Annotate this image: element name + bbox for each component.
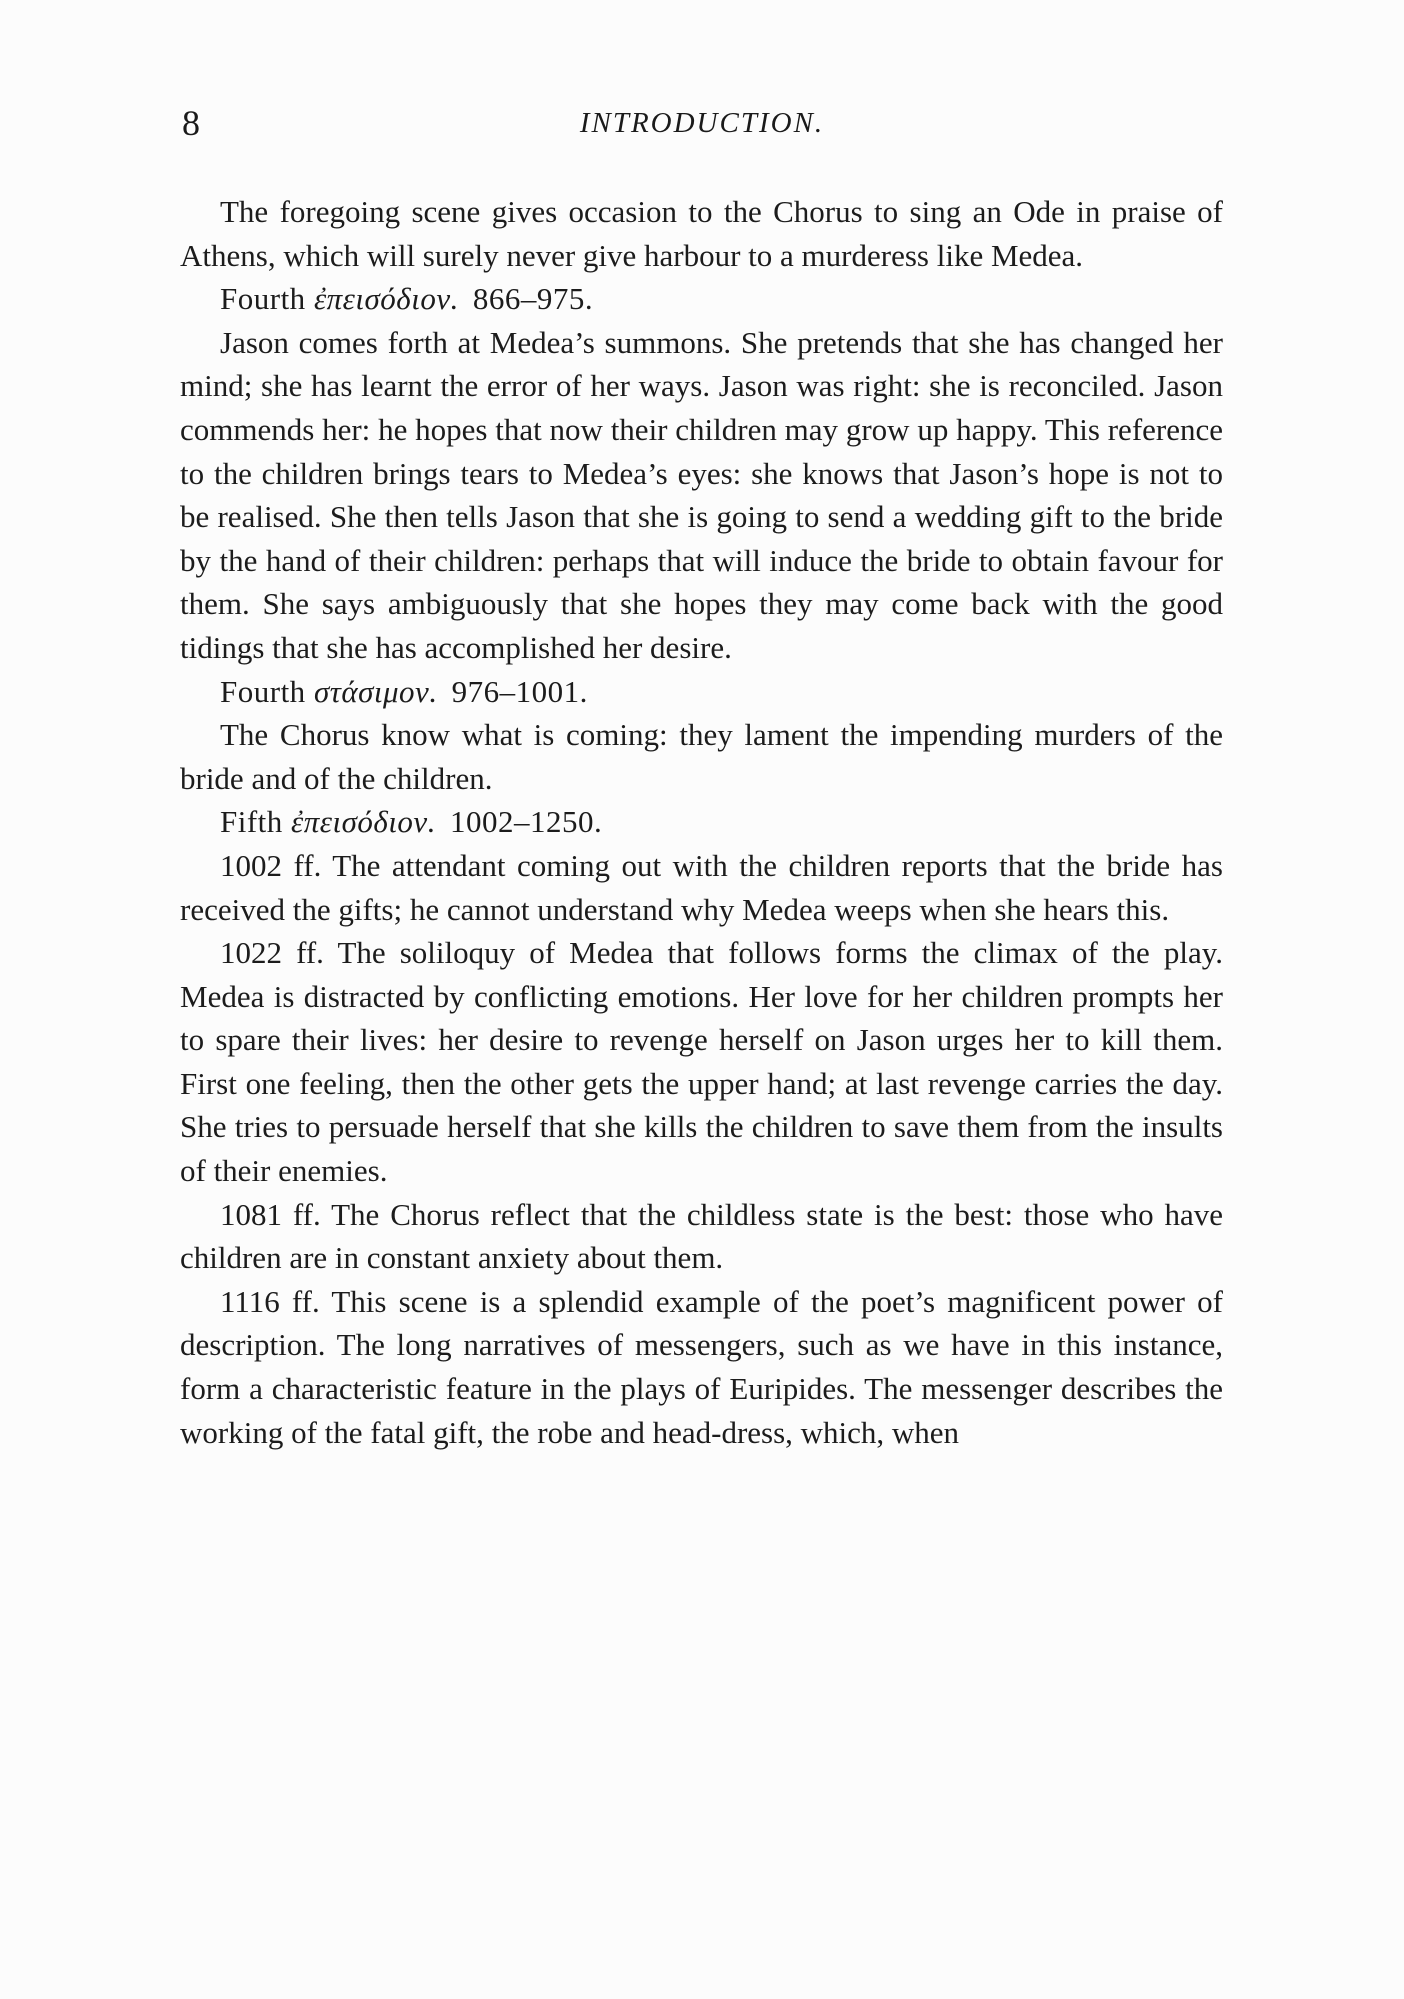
paragraph: 1081 ff. The Chorus reflect that the childless state is the best: those who have children are in constant anxiety about them. (180, 1196, 1223, 1276)
heading-greek-term: ἐπεισόδιον. (313, 281, 459, 317)
section-heading (180, 277, 1223, 321)
section-heading (180, 800, 1223, 844)
heading-label: Fourth (220, 281, 306, 317)
section-heading (180, 670, 1223, 714)
heading-line-range: 1002–1250. (449, 804, 603, 840)
running-head: INTRODUCTION. (579, 107, 825, 139)
heading-label: Fourth (220, 673, 306, 709)
paragraph: The Chorus know what is coming: they lament the impending murders of the bride and of the children. (180, 717, 1223, 796)
paragraph: The foregoing scene gives occasion to the Chorus to sing an Ode in praise of Athens, which will surely never give harbour to a murderess like Medea. (180, 194, 1223, 273)
heading-greek-term: στάσιμον. (313, 673, 438, 709)
paragraph: Jason comes forth at Medea’s summons. She pretends that she has changed her mind; she has learnt the error of her ways. Jason was right: she is reconciled. Jason commends her: he hopes that now their children may grow up happy. This reference to the children brings tears to Medea’s eyes: she knows that Jason’s hope is not to be realised. She then tells Jason that she is going to send a wedding gift to the bride by the hand of their children: perhaps that will induce the bride to obtain favour for them. She says ambiguously that she hopes they may come back with the good tidings that she has accomplished her desire. (180, 324, 1223, 665)
heading-line-range: 976–1001. (451, 673, 588, 709)
heading-line-range: 866–975. (472, 281, 594, 317)
heading-greek-term: ἐπεισόδιον. (291, 804, 436, 840)
heading-label: Fifth (220, 804, 283, 840)
paragraph: 1022 ff. The soliloquy of Medea that follows forms the climax of the play. Medea is distracted by conflicting emotions. Her love for her children prompts her to spare their lives: her desire to revenge herself on Jason urges her to kill them. First one feeling, then the other gets the upper hand; at last revenge carries the day. She tries to persuade herself that she kills the children to save them from the insults of their enemies. (180, 935, 1223, 1189)
page-number: 8 (182, 103, 200, 143)
paragraph: 1116 ff. This scene is a splendid example of the poet’s magnificent power of description. The long narratives of messengers, such as we have in this instance, form a characteristic feature in the plays of Euripides. The messenger describes the working of the fatal gift, the robe and head-dress, which, when (180, 1283, 1223, 1450)
body-text (180, 190, 1223, 1454)
paragraph: 1002 ff. The attendant coming out with the children reports that the bride has received the gifts; he cannot understand why Medea weeps when she hears this. (180, 847, 1223, 927)
page-header (182, 98, 1222, 148)
